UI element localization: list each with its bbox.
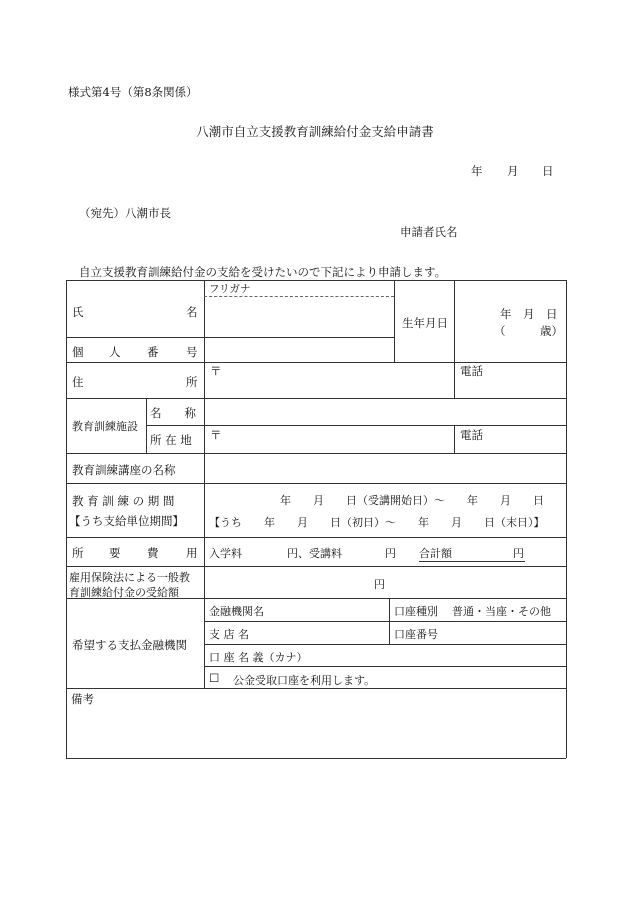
personal-number-c1: 個 xyxy=(72,345,84,359)
facility-postal-mark: 〒 xyxy=(210,428,222,442)
public-account-text: 公金受取口座を利用します。 xyxy=(233,674,376,687)
age-field: （ 歳） xyxy=(494,324,563,338)
bank-name-label: 金融機関名 xyxy=(209,605,264,618)
admission-fee-label: 入学料 xyxy=(209,547,242,560)
birthdate-ymd: 年 月 日 xyxy=(500,307,558,321)
account-type-options: 普通・当座・その他 xyxy=(452,605,551,618)
name-input[interactable] xyxy=(205,298,393,336)
cost-label-c2: 要 xyxy=(109,546,121,560)
form-id: 様式第4号（第8条関係） xyxy=(68,85,198,99)
cost-label-c3: 費 xyxy=(147,546,159,560)
personal-number-input[interactable] xyxy=(205,338,393,361)
addressee: （宛先）八潮市長 xyxy=(79,206,171,220)
tuition-yen: 円 xyxy=(385,547,396,560)
branch-name-label: 支 店 名 xyxy=(209,628,249,641)
course-name-input[interactable] xyxy=(205,454,565,482)
period-line-1: 年 月 日（受講開始日）〜 年 月 日 xyxy=(280,494,544,507)
page-title: 八潮市自立支援教育訓練給付金支給申請書 xyxy=(196,124,434,139)
total-amount-field xyxy=(419,545,525,562)
account-number-label: 口座番号 xyxy=(394,628,438,641)
facility-label: 教育訓練施設 xyxy=(72,420,138,433)
personal-number-c2: 人 xyxy=(109,345,121,359)
total-yen: 円 xyxy=(513,547,524,560)
address-label-1: 住 xyxy=(72,375,84,389)
tuition-label: 円、受講料 xyxy=(287,547,342,560)
period-label: 教 育 訓 練 の 期 間 xyxy=(72,494,175,508)
address-input[interactable] xyxy=(205,363,453,397)
period-line-2: 【うち 年 月 日（初日）〜 年 月 日（末日）】 xyxy=(209,516,545,529)
furigana-label: フリガナ xyxy=(209,283,251,295)
employment-yen: 円 xyxy=(374,578,385,591)
account-holder-label: 口 座 名 義（カナ） xyxy=(209,651,308,664)
period-sub-label: 【うち支給単位期間】 xyxy=(69,514,184,528)
facility-location-label: 所 在 地 xyxy=(150,433,192,447)
date-year: 年 xyxy=(471,164,483,178)
facility-phone-label: 電話 xyxy=(460,428,483,442)
personal-number-c4: 号 xyxy=(186,345,198,359)
intro-text: 自立支援教育訓練給付金の支給を受けたいので下記により申請します。 xyxy=(79,265,447,279)
public-account-checkbox[interactable]: ☐ xyxy=(209,671,220,685)
account-type-label: 口座種別 xyxy=(394,605,438,618)
address-postal-mark: 〒 xyxy=(210,364,222,378)
facility-name-label: 名 称 xyxy=(150,406,196,420)
name-label-1: 氏 xyxy=(72,305,84,319)
remarks-area[interactable] xyxy=(67,706,565,757)
address-label-2: 所 xyxy=(186,375,198,389)
employment-label-2: 育訓練給付金の受給額 xyxy=(69,586,179,599)
employment-label-1: 雇用保険法による一般教 xyxy=(69,571,190,584)
cost-label-c1: 所 xyxy=(72,546,84,560)
date-month: 月 xyxy=(507,164,519,178)
total-label: 合計額 xyxy=(419,547,452,560)
cost-label-c4: 用 xyxy=(186,546,198,560)
personal-number-c3: 番 xyxy=(147,345,159,359)
remarks-label: 備考 xyxy=(71,692,94,706)
date-day: 日 xyxy=(542,164,554,178)
name-label-2: 名 xyxy=(186,305,198,319)
bank-label: 希望する支払金融機関 xyxy=(72,638,187,652)
course-name-label: 教育訓練講座の名称 xyxy=(72,463,176,477)
birthdate-label: 生年月日 xyxy=(402,316,448,330)
applicant-name-label: 申請者氏名 xyxy=(400,225,458,239)
address-phone-label: 電話 xyxy=(460,364,483,378)
